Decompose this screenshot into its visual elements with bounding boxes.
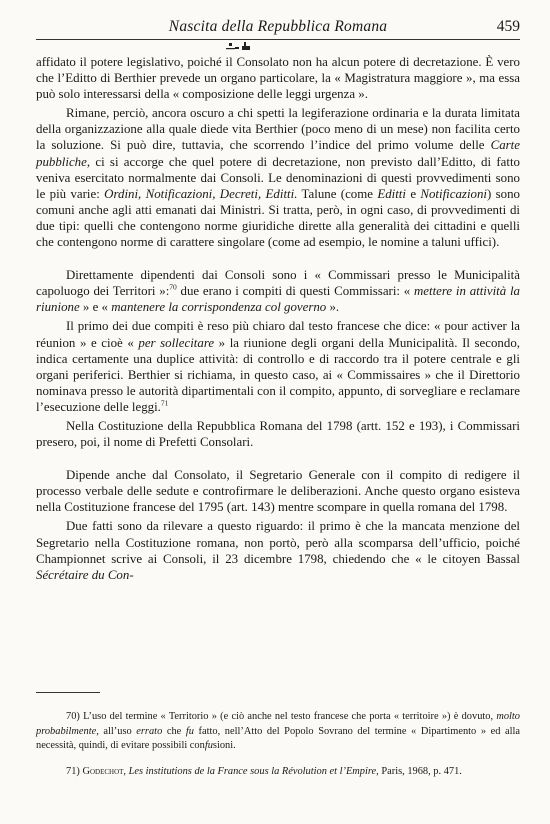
page-number: 459 xyxy=(496,18,520,35)
print-mark-ornament xyxy=(226,42,254,52)
paragraph-5: Nella Costituzione della Repubblica Romana del 1798 (artt. 152 e 193), i Commissari presero, poi, il nome di Prefetti Consolari. xyxy=(36,418,520,450)
paragraph-4: Il primo dei due compiti è reso più chiaro dal testo francese che dice: « pour activer la réunion » e cioè « per sollecitare » la riunione degli organi della Municipalità. Il secondo, indica certamente una duplice attività: di controllo e di raccordo tra il potere centrale e gli organi periferici. Berthier si richiama, in questo caso, ai « Commissaires » che il Direttorio nominava presso le autorità dipartimentali con il compito, appunto, di sorvegliare e reclamare l’esecuzione delle leggi.$^{71}$ xyxy=(36,319,520,414)
paragraph-2: Rimane, perciò, ancora oscuro a chi spetti la legiferazione ordinaria e la durata limitata della organizzazione alla quale diede vita Berthier (poco meno di un mese) non facilita certo la soluzione. Si può dire, tuttavia, che scorrendo l’indice del primo volume delle Carte pubbliche, ci si accorge che quel potere di decretazione, non previsto dall’Editto, di fatto veniva esercitato normalmente dai Consoli. Le denominazioni di questi provvedimenti sono le più varie: Ordini, Notificazioni, Decreti, Editti. Talune (come Editti e Notificazioni) sono comuni anche agli atti emanati dai Ministri. Si tratta, però, in ogni caso, di provvedimenti di due tipi: quelli che contengono norme giuridiche dirette alla generalità dei cittadini e quelli che contengono norme di carattere singolare (come ad esempio, le nomine a taluni uffici). xyxy=(36,106,520,250)
footnote-number: 71) xyxy=(66,765,80,777)
paragraph-3-part-a: Direttamente dipendenti dai Consoli sono i « Commissari presso le Municipalità capoluogo dei Territori »: xyxy=(36,268,520,299)
footnote-number: 70) xyxy=(66,711,80,722)
footnote-71 xyxy=(36,765,520,780)
paragraph-3-part-b: due erano i compiti di questi Commissari: « mettere in attività la riunione » e « mantenere la corrispondenza col governo ». xyxy=(36,284,520,315)
paragraph-3 xyxy=(36,267,520,315)
running-title: Nascita della Repubblica Romana xyxy=(168,18,388,35)
footnote-title: Les institutions de la France sous la Révolution et l’Empire, xyxy=(128,765,379,777)
paragraph-7: Due fatti sono da rilevare a questo riguardo: il primo è che la mancata menzione del Segretario nella Costituzione romana, non portò, però alla scomparsa dell’ufficio, poiché Championnet scrive ai Consoli, il 23 dicembre 1798, chiedendo che « le citoyen Bassal Sécrétaire du Con- xyxy=(36,519,520,582)
footnote-ref-70[interactable]: 70 xyxy=(169,282,177,292)
footnote-70 xyxy=(36,710,520,754)
footnotes xyxy=(36,710,520,790)
footnote-rule xyxy=(36,692,100,693)
header-rule xyxy=(36,39,520,40)
footnote-ref-71[interactable]: 71 xyxy=(160,398,169,408)
footnote-70-text: L’uso del termine « Territorio » (e ciò anche nel testo francese che porta « territoire ») è dovuto, molto probabilmente, all’uso errato che fu fatto, nell’Atto del Popolo Sovrano del termine « Dipartimento » ed alla necessità, quindi, di evitare possibili confusioni. xyxy=(36,711,520,752)
footnote-author: Godechot, xyxy=(82,765,127,777)
running-header xyxy=(36,18,520,40)
paragraph-1: affidato il potere legislativo, poiché il Consolato non ha alcun potere di decretazione. È vero che l’Editto di Berthier prevede un organo particolare, la « Magistratura maggiore », ma essa può solo interessarsi della « composizione delle leggi urgenza ». xyxy=(36,55,520,102)
main-text xyxy=(36,54,520,583)
paragraph-6: Dipende anche dal Consolato, il Segretario Generale con il compito di redigere il processo verbale delle sedute e controfirmare le deliberazioni. Anche questo organo esisteva nella Costituzione francese del 1795 (art. 143) mentre scompare in quella romana del 1798. xyxy=(36,468,520,515)
footnote-rest: Paris, 1968, p. 471. xyxy=(378,765,462,777)
